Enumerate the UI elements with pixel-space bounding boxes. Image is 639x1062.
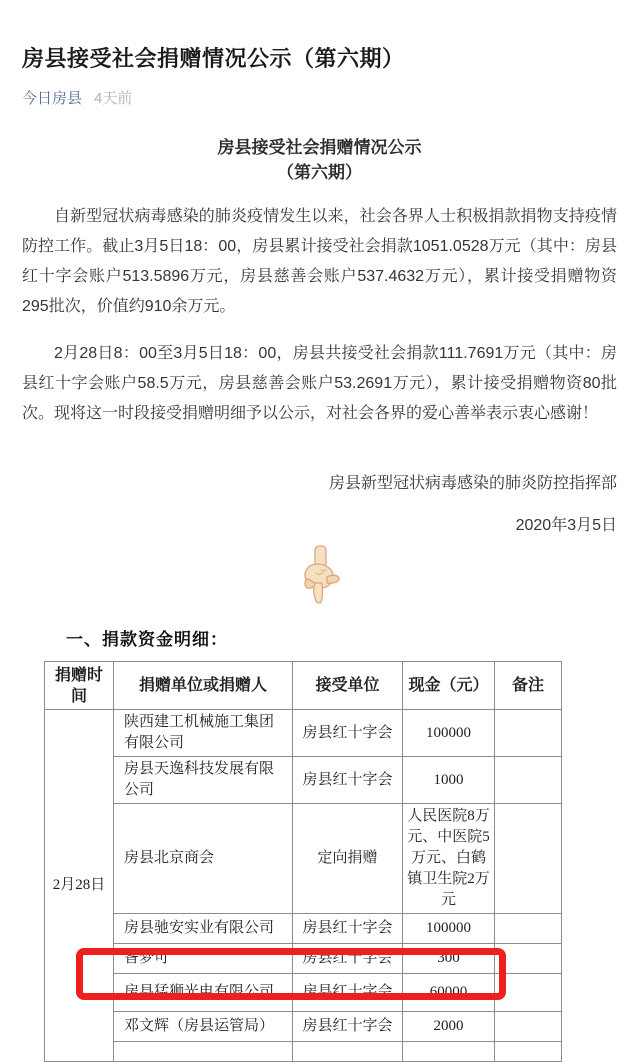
donation-table-wrap bbox=[44, 661, 561, 1062]
donor-cell: 昝梦可 bbox=[114, 944, 293, 974]
header-note: 备注 bbox=[495, 662, 562, 710]
document-heading bbox=[22, 135, 617, 185]
note-cell bbox=[495, 1042, 562, 1062]
table-row-highlighted bbox=[45, 974, 562, 1012]
table-row bbox=[45, 1012, 562, 1042]
amount-cell: 2000 bbox=[403, 1012, 495, 1042]
paragraph-period-detail: 2月28日8：00至3月5日18：00，房县共接受社会捐款111.7691万元（其中：房县红十字会账户58.5万元，房县慈善会账户53.2691万元），累计接受捐赠物资80批次。现将这一时段接受捐赠明细予以公示，对社会各界的爱心善举表示衷心感谢！ bbox=[22, 345, 617, 422]
pointer-graphic-wrap bbox=[22, 545, 617, 609]
page-title: 房县接受社会捐赠情况公示（第六期） bbox=[22, 46, 405, 71]
receiver-cell: 房县红十字会 bbox=[293, 1012, 403, 1042]
note-cell bbox=[495, 710, 562, 757]
note-cell bbox=[495, 1012, 562, 1042]
document-heading-line2: （第六期） bbox=[277, 163, 362, 182]
header-cash: 现金（元） bbox=[403, 662, 495, 710]
header-donor: 捐赠单位或捐赠人 bbox=[114, 662, 293, 710]
donor-cell: 房县驰安实业有限公司 bbox=[114, 914, 293, 944]
amount-cell: 60000 bbox=[403, 974, 495, 1012]
publish-time: 4天前 bbox=[94, 90, 133, 107]
donor-cell: 陕西建工机械施工集团有限公司 bbox=[114, 710, 293, 757]
amount-cell: 100000 bbox=[403, 914, 495, 944]
signature-org: 房县新型冠状病毒感染的肺炎防控指挥部 bbox=[328, 475, 617, 492]
table-header-row bbox=[45, 662, 562, 710]
hand-pointing-down-icon bbox=[294, 545, 346, 607]
paragraph-summary-total: 自新型冠状病毒感染的肺炎疫情发生以来，社会各界人士积极捐款捐物支持疫情防控工作。截止3月5日18：00，房县累计接受社会捐款1051.0528万元（其中：房县红十字会账户513.5896万元，房县慈善会账户537.4632万元），累计接受捐赠物资295批次，价值约910余万元。 bbox=[22, 208, 617, 315]
donor-cell: 房县天逸科技发展有限公司 bbox=[114, 757, 293, 804]
receiver-cell bbox=[293, 1042, 403, 1062]
table-row bbox=[45, 710, 562, 757]
amount-cell bbox=[403, 1042, 495, 1062]
table-row bbox=[45, 914, 562, 944]
table-row bbox=[45, 804, 562, 914]
amount-cell: 300 bbox=[403, 944, 495, 974]
receiver-cell: 房县红十字会 bbox=[293, 757, 403, 804]
signature-date: 2020年3月5日 bbox=[515, 517, 617, 534]
source-account-link[interactable]: 今日房县 bbox=[22, 90, 83, 107]
donor-cell: 房县猛狮光电有限公司 bbox=[114, 974, 293, 1012]
article-page bbox=[0, 44, 639, 1034]
donation-table bbox=[44, 661, 562, 1062]
donor-cell: 邓文辉（房县运管局） bbox=[114, 1012, 293, 1042]
note-cell bbox=[495, 757, 562, 804]
table-row bbox=[45, 757, 562, 804]
receiver-cell: 房县红十字会 bbox=[293, 914, 403, 944]
donation-date-cell: 2月28日 bbox=[45, 710, 114, 1062]
section-title-donation-funds: 一、捐款资金明细： bbox=[66, 630, 228, 649]
note-cell bbox=[495, 944, 562, 974]
receiver-cell: 房县红十字会 bbox=[293, 710, 403, 757]
note-cell bbox=[495, 914, 562, 944]
receiver-cell: 房县红十字会 bbox=[293, 944, 403, 974]
receiver-cell: 定向捐赠 bbox=[293, 804, 403, 914]
header-receiver: 接受单位 bbox=[293, 662, 403, 710]
amount-cell: 1000 bbox=[403, 757, 495, 804]
note-cell bbox=[495, 804, 562, 914]
donor-cell: 房县北京商会 bbox=[114, 804, 293, 914]
document-heading-line1: 房县接受社会捐赠情况公示 bbox=[217, 138, 422, 157]
table-row bbox=[45, 944, 562, 974]
table-row-partial bbox=[45, 1042, 562, 1062]
article-meta bbox=[22, 87, 617, 108]
amount-cell: 100000 bbox=[403, 710, 495, 757]
donor-cell bbox=[114, 1042, 293, 1062]
amount-cell: 人民医院8万元、中医院5万元、白鹤镇卫生院2万元 bbox=[403, 804, 495, 914]
note-cell bbox=[495, 974, 562, 1012]
header-donation-time: 捐赠时间 bbox=[45, 662, 114, 710]
receiver-cell: 房县红十字会 bbox=[293, 974, 403, 1012]
